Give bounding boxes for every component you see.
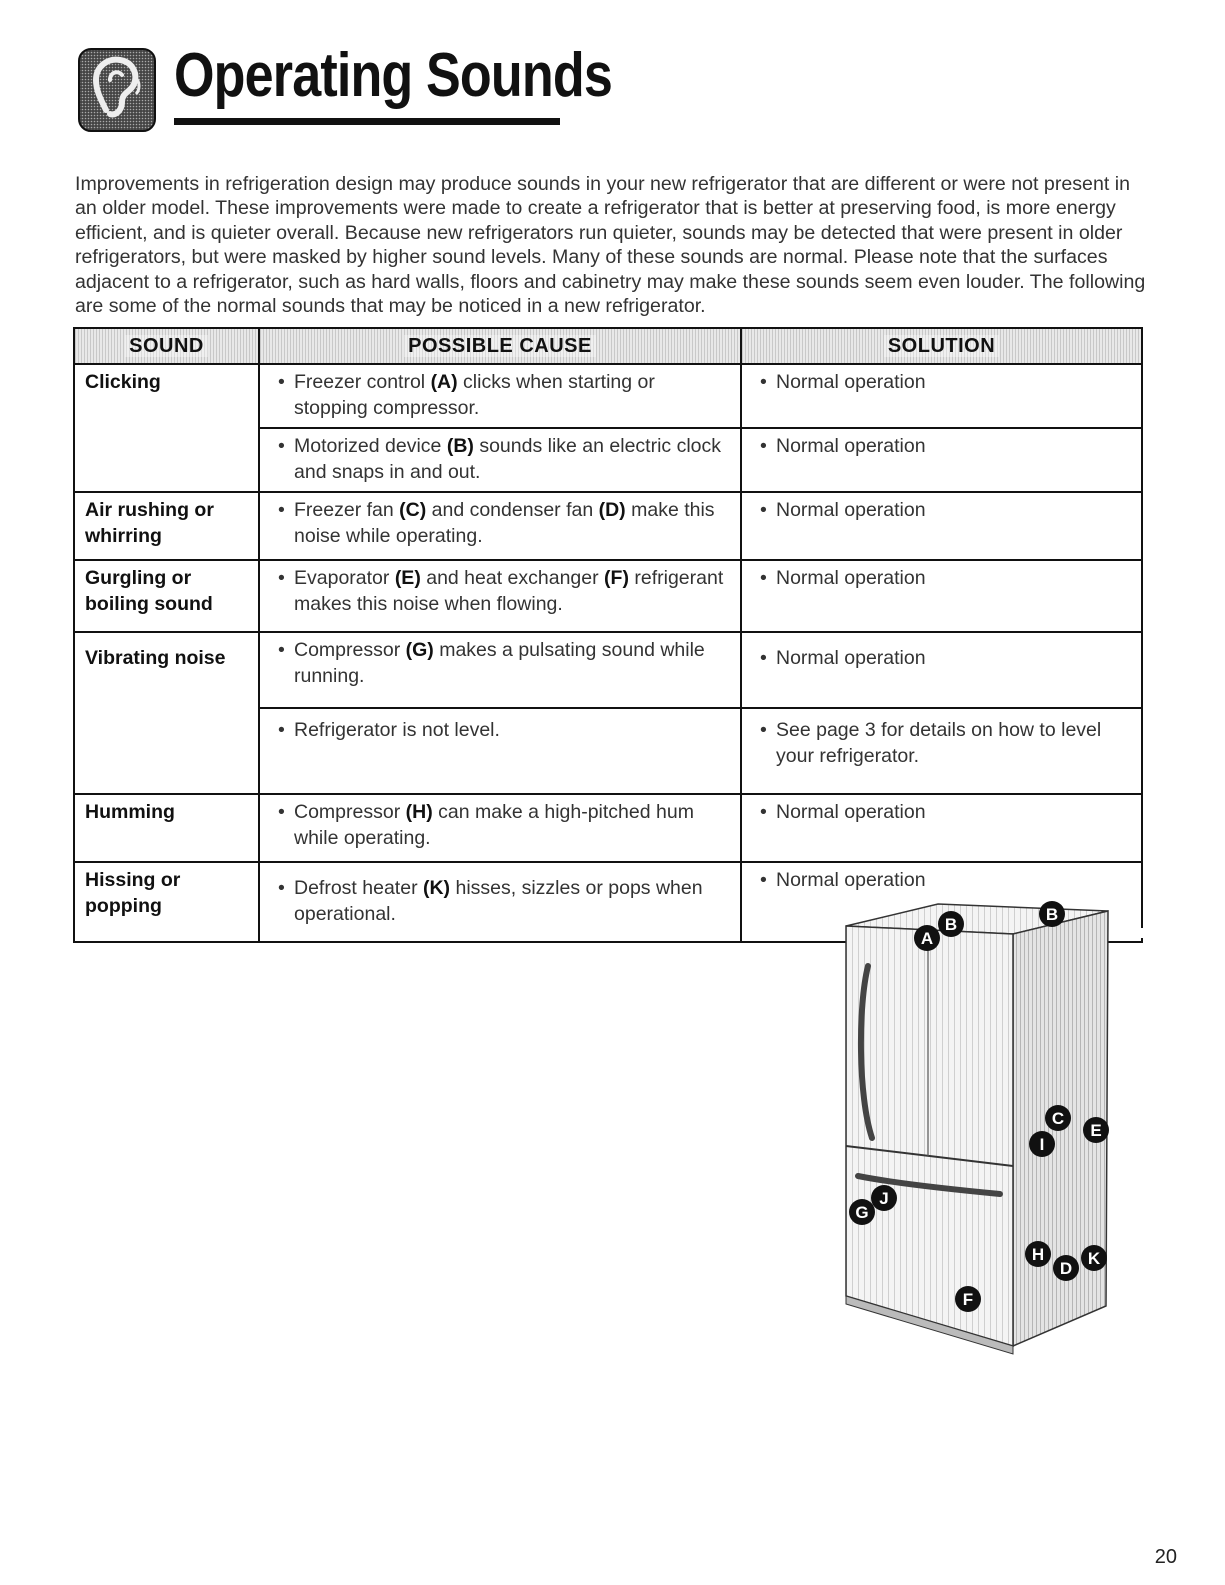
sound-name: Air rushing or whirring [74, 492, 259, 560]
solution: • See page 3 for details on how to level your refrigerator. [741, 708, 1142, 794]
possible-cause: • Defrost heater (K) hisses, sizzles or pops when operational. [259, 862, 741, 942]
refrigerator-diagram [828, 876, 1158, 1366]
sound-name: Hissing or popping [74, 862, 259, 942]
callout-h [1025, 1241, 1051, 1267]
svg-text:G: G [855, 1203, 869, 1222]
svg-text:C: C [1051, 1109, 1065, 1128]
table-row [74, 364, 1142, 428]
possible-cause: • Freezer control (A) clicks when starting or stopping compressor. [259, 364, 741, 428]
svg-text:B: B [944, 915, 958, 934]
solution: • Normal operation [741, 862, 1142, 942]
callout-e [1083, 1117, 1109, 1143]
svg-text:D: D [1059, 1259, 1073, 1278]
header-sound: SOUND [74, 328, 259, 364]
svg-text:B: B [1045, 905, 1059, 924]
svg-text:E: E [1090, 1121, 1102, 1140]
title-underline [174, 118, 560, 125]
solution: • Normal operation [741, 560, 1142, 632]
possible-cause: • Compressor (H) can make a high-pitched hum while operating. [259, 794, 741, 862]
page-number: 20 [1154, 1546, 1177, 1568]
callout-a [914, 925, 940, 951]
callout-f [955, 1286, 981, 1312]
solution: • Normal operation [741, 364, 1142, 428]
callout-k [1081, 1245, 1107, 1271]
solution: • Normal operation [741, 492, 1142, 560]
page-title: Operating Sounds [174, 41, 612, 110]
possible-cause: • Evaporator (E) and heat exchanger (F) refrigerant makes this noise when flowing. [259, 560, 741, 632]
svg-text:H: H [1031, 1245, 1045, 1264]
svg-text:I: I [1039, 1135, 1045, 1154]
sound-name: Vibrating noise [74, 632, 259, 794]
svg-text:K: K [1087, 1249, 1101, 1268]
svg-text:A: A [920, 929, 934, 948]
table-row [74, 492, 1142, 560]
solution: • Normal operation [741, 794, 1142, 862]
table-header-row [74, 328, 1142, 364]
callout-i [1029, 1131, 1055, 1157]
svg-text:F: F [962, 1290, 974, 1309]
callout-d [1053, 1255, 1079, 1281]
possible-cause: • Refrigerator is not level. [259, 708, 741, 794]
possible-cause: • Motorized device (B) sounds like an electric clock and snaps in and out. [259, 428, 741, 492]
possible-cause: • Freezer fan (C) and condenser fan (D) make this noise while operating. [259, 492, 741, 560]
callout-b-top [1039, 901, 1065, 927]
table-row [74, 632, 1142, 708]
solution: • Normal operation [741, 428, 1142, 492]
possible-cause: • Compressor (G) makes a pulsating sound while running. [259, 632, 741, 708]
ear-question-icon [78, 48, 156, 132]
callout-g [849, 1199, 875, 1225]
intro-paragraph: Improvements in refrigeration design may produce sounds in your new refrigerator that are different or were not present in an older model. These improvements were made to create a refrigerator that is better at preserving food, is more energy efficient, and is quieter overall. Because new refrigerators run quieter, sounds may be detected that were present in older refrigerators, but were masked by higher sound levels. Many of these sounds are normal. Please note that the surfaces adjacent to a refrigerator, such as hard walls, floors and cabinetry may make these sounds seem even louder. The following are some of the normal sounds that may be noticed in a new refrigerator. [75, 172, 1146, 318]
table-row [74, 794, 1142, 862]
sound-name: Humming [74, 794, 259, 862]
sound-name: Gurgling or boiling sound [74, 560, 259, 632]
callout-b [938, 911, 964, 937]
header-solution: SOLUTION [741, 328, 1142, 364]
callout-j [871, 1185, 897, 1211]
callout-c [1045, 1105, 1071, 1131]
svg-text:J: J [879, 1189, 889, 1208]
solution: • Normal operation [741, 632, 1142, 708]
table-row [74, 560, 1142, 632]
header-possible-cause: POSSIBLE CAUSE [259, 328, 741, 364]
sound-name: Clicking [74, 364, 259, 492]
operating-sounds-table [73, 327, 1143, 943]
